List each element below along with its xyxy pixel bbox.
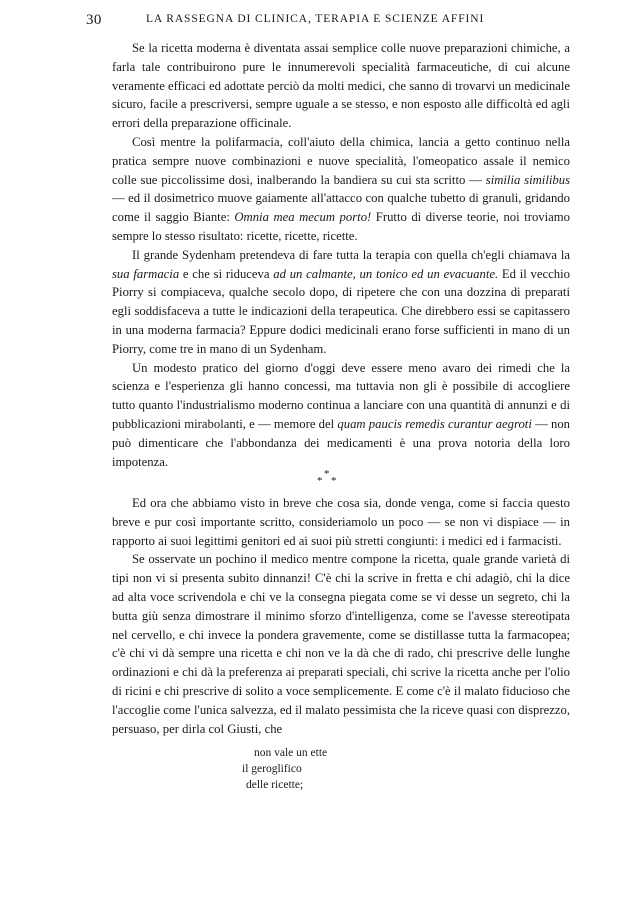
italic-phrase: quam paucis remedis curantur aegroti [337,416,532,431]
verse-line-2: il geroglifico [242,763,302,775]
star-glyph: * [324,468,330,480]
italic-phrase: sua farmacia [112,266,180,281]
paragraph-5: Ed ora che abbiamo visto in breve che cosa sia, donde venga, come si faccia questo breve e pur così importante scritto, consideriamolo un poco — se non vi dispiace — in rapporto ai suoi legittimi genitori ed ai suoi più stretti congiunti: i medici ed i farmacisti. [112,496,570,548]
section-separator [310,470,350,492]
star-glyph: * [317,475,323,487]
running-head: LA RASSEGNA DI CLINICA, TERAPIA E SCIENZE AFFINI [146,13,485,25]
paragraph-2: Così mentre la polifarmacia, coll'aiuto della chimica, lancia a getto continuo nella pratica sempre nuove combinazioni e nuove specialità, l'omeopatico assale il nemico colle sue piccolissime dosi, inalberando la bandiera su cui sta scritto — similia similibus — ed il dosimetrico muove gaiamente all'attacco con qualche tubetto di granuli, gridando come il saggio Biante: Omnia mea mecum porto! Frutto di diverse teorie, noi troviamo sempre lo stesso risultato: ricette, ricette, ricette. [112,134,571,243]
verse-line-3: delle ricette; [246,779,304,791]
body-text-section-1 [112,39,570,471]
paragraph-4: Un modesto pratico del giorno d'oggi deve essere meno avaro dei rimedi che la scienza e l'esperienza gli hanno concessi, ma tuttavia non gli è possibile di accogliere tutto quanto l'industrialismo moderno continua a lanciare con una quantità di annunzi e di pubblicazioni mirabolanti, e — memore del quam paucis remedis curantur aegroti — non può dimenticare che l'abbondanza dei medicamenti è una prova notoria della loro impotenza. [112,360,571,469]
paragraph-3: Il grande Sydenham pretendeva di fare tutta la terapia con quella ch'egli chiamava la sua farmacia e che si riduceva ad un calmante, un tonico ed un evacuante. Ed il vecchio Piorry si compiaceva, qualche secolo dopo, di ripetere che con una dozzina di preparati egli soddisfaceva a tutte le indicazioni della terapeutica. Che direbbero essi se capitassero in una moderna farmacia? Eppure dodici medicinali erano forse sufficienti in mano di un Piorry, come tre in mano di un Sydenham. [112,247,570,356]
italic-phrase: Omnia mea mecum porto! [234,210,372,225]
italic-phrase: similia similibus [485,172,571,187]
italic-phrase: ad un calmante, un tonico ed un evacuante. [273,266,499,281]
page-header [86,10,572,30]
page-number: 30 [86,12,102,28]
verse-quote [242,745,442,793]
body-text-section-2 [112,494,570,738]
paragraph-6: Se osservate un pochino il medico mentre compone la ricetta, quale grande varietà di tipi non vi si presenta subito dinnanzi! C'è chi la scrive in fretta e chi adagiò, chi la dice ad alta voce scrivendola e chi ve la consegna piegata come se vi desse un segreto, chi la butta giù senza dimostrare il minimo sforzo d'intelligenza, come se l'avesse stereotipata nel cervello, e chi invece la pondera gravemente, come se distillasse tutta la farmacopea; c'è chi vi dà sempre una ricetta e chi non ve la dà che di rado, chi prescrive delle lunghe ordinazioni e chi dà la preferenza ai preparati speciali, chi scrive la ricetta anche per l'olio di ricini e chi prescrive di solito a voce semplicemente. E come c'è il malato fiducioso che l'accoglie come l'unica salvezza, ed il malato pessimista che la riceve quasi con disprezzo, persuaso, per dirla col Giusti, che [112,552,570,736]
paragraph-1: Se la ricetta moderna è diventata assai semplice colle nuove preparazioni chimiche, a farla tale contribuirono pure le innumerevoli specialità farmaceutiche, di cui alcune veramente efficaci ed adottate perciò da molti medici, che sanno di trovarvi un medicinale sicuro, facile a prescriversi, sempre uguale a se stesso, e non esposto alle difficoltà ed agli errori della preparazione officinale. [112,41,570,131]
star-glyph: * [331,475,337,487]
verse-line-1: non vale un ette [254,747,328,759]
